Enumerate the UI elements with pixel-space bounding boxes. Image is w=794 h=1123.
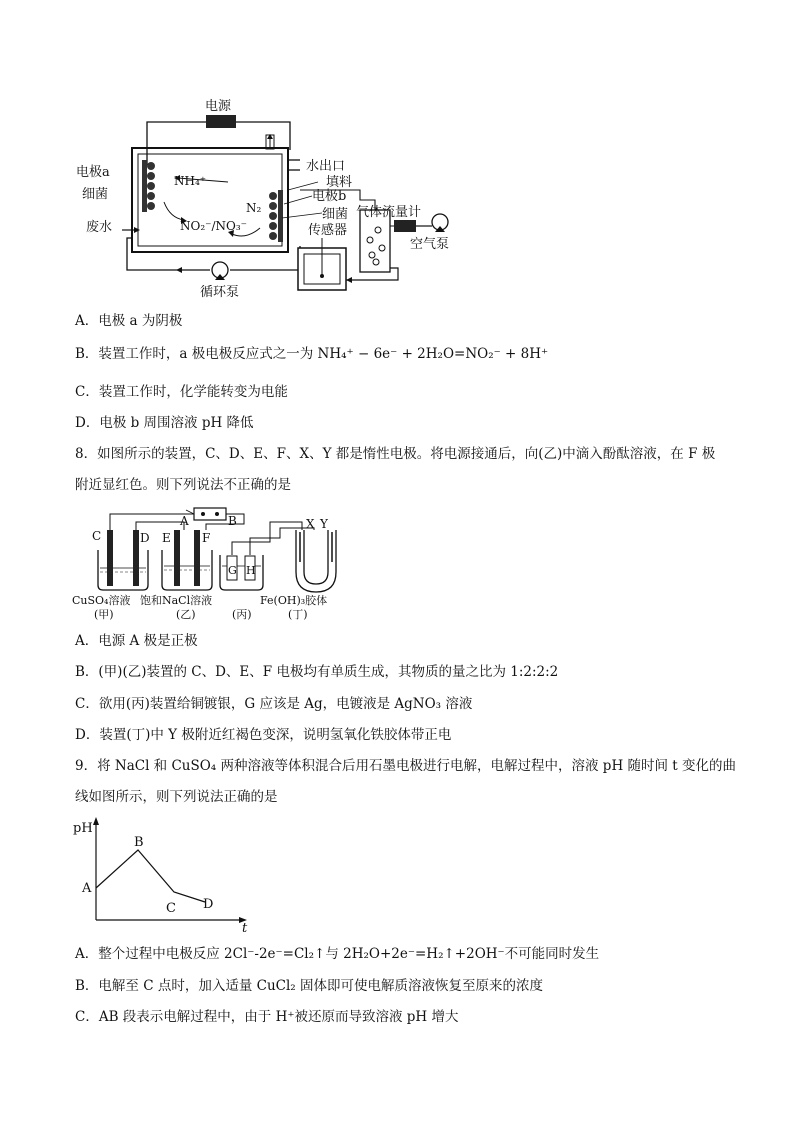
q8-option-a: A．电源 A 极是正极	[75, 633, 198, 649]
q9-stem-line2: 线如图所示，则下列说法正确的是	[75, 789, 278, 805]
q8-label-yi: (乙)	[176, 608, 196, 621]
q9-stem-line1: 9．将 NaCl 和 CuSO₄ 两种溶液等体积混合后用石墨电极进行电解，电解过程中，溶液 pH 随时间 t 变化的曲	[75, 758, 737, 774]
q8-option-c: C．欲用(丙)装置给铜镀银，G 应该是 Ag，电镀液是 AgNO₃ 溶液	[75, 696, 473, 712]
q9-ph-time-graph	[70, 812, 260, 932]
q8-label-yi-solution: 饱和NaCl溶液	[140, 594, 213, 607]
q9-option-c: C．AB 段表示电解过程中，由于 H⁺被还原而导致溶液 pH 增大	[75, 1009, 459, 1025]
q7-option-d: D．电极 b 周围溶液 pH 降低	[75, 415, 254, 431]
q8-label-D: D	[140, 531, 150, 545]
q8-label-ding-solution: Fe(OH)₃胶体	[260, 594, 328, 607]
q8-stem-line1: 8．如图所示的装置，C、D、E、F、X、Y 都是惰性电极。将电源接通后，向(乙)中滴入酚酞溶液，在 F 极	[75, 446, 716, 462]
label-bacteria-right: 细菌	[322, 207, 349, 222]
label-n2: N₂	[246, 201, 262, 215]
label-filler: 填料	[326, 175, 353, 190]
q8-label-A: A	[180, 514, 189, 528]
q8-label-C: C	[92, 529, 102, 543]
q8-label-jia-solution: CuSO₄溶液	[72, 594, 131, 607]
label-electrode-b: 电极b	[312, 189, 347, 204]
q9-point-A: A	[82, 881, 92, 896]
q7-option-c: C．装置工作时，化学能转变为电能	[75, 384, 288, 400]
q9-point-B: B	[134, 835, 144, 850]
q9-y-label: pH	[73, 821, 93, 836]
label-air-pump: 空气泵	[410, 237, 450, 252]
q8-label-X: X	[306, 517, 315, 531]
q8-label-jia: (甲)	[94, 608, 114, 621]
q8-power-source	[194, 508, 226, 520]
gas-flow-meter-block	[394, 220, 416, 232]
q9-point-D: D	[203, 897, 214, 912]
q8-label-B: B	[228, 514, 237, 528]
q8-label-F: F	[202, 531, 211, 545]
label-power: 电源	[205, 99, 232, 114]
label-circulation-pump: 循环泵	[200, 285, 240, 300]
q7-option-b: B．装置工作时，a 极电极反应式之一为 NH₄⁺ − 6e⁻ + 2H₂O=NO₂⁻ + 8H⁺	[75, 346, 549, 362]
q8-stem-line2: 附近显红色。则下列说法不正确的是	[75, 477, 291, 493]
label-water-outlet: 水出口	[306, 159, 346, 174]
label-bacteria-left: 细菌	[82, 187, 109, 202]
q9-option-b: B．电解至 C 点时，加入适量 CuCl₂ 固体即可使电解质溶液恢复至原来的浓度	[75, 978, 543, 994]
q9-point-C: C	[166, 901, 176, 916]
label-sensor: 传感器	[308, 223, 348, 238]
q9-ph-curve	[96, 850, 205, 902]
q9-option-a: A．整个过程中电极反应 2Cl⁻-2e⁻=Cl₂↑与 2H₂O+2e⁻=H₂↑+2OH⁻不可能同时发生	[75, 946, 600, 962]
q8-label-ding: (丁)	[288, 608, 308, 621]
label-waste-water: 废水	[86, 220, 113, 235]
label-electrode-a: 电极a	[76, 165, 110, 180]
power-source-block	[206, 115, 236, 128]
q8-label-G: G	[228, 564, 237, 577]
q8-label-H: H	[246, 564, 256, 577]
q8-electrolysis-cells-figure	[70, 500, 370, 625]
q7-option-a: A．电极 a 为阴极	[75, 313, 183, 329]
label-no2-no3: NO₂⁻/NO₃⁻	[180, 219, 248, 233]
label-gas-flow-meter: 气体流量计	[356, 205, 422, 220]
label-nh4: NH₄⁺	[174, 174, 207, 188]
electrolysis-device-figure	[60, 90, 480, 305]
q8-label-Y: Y	[320, 517, 328, 531]
q8-option-d: D．装置(丁)中 Y 极附近红褐色变深，说明氢氧化铁胶体带正电	[75, 727, 452, 743]
q8-label-bing: (丙)	[232, 608, 252, 621]
q8-label-E: E	[162, 531, 171, 545]
q8-option-b: B．(甲)(乙)装置的 C、D、E、F 电极均有单质生成，其物质的量之比为 1:2:2:2	[75, 664, 559, 680]
q9-x-label: t	[242, 921, 248, 932]
